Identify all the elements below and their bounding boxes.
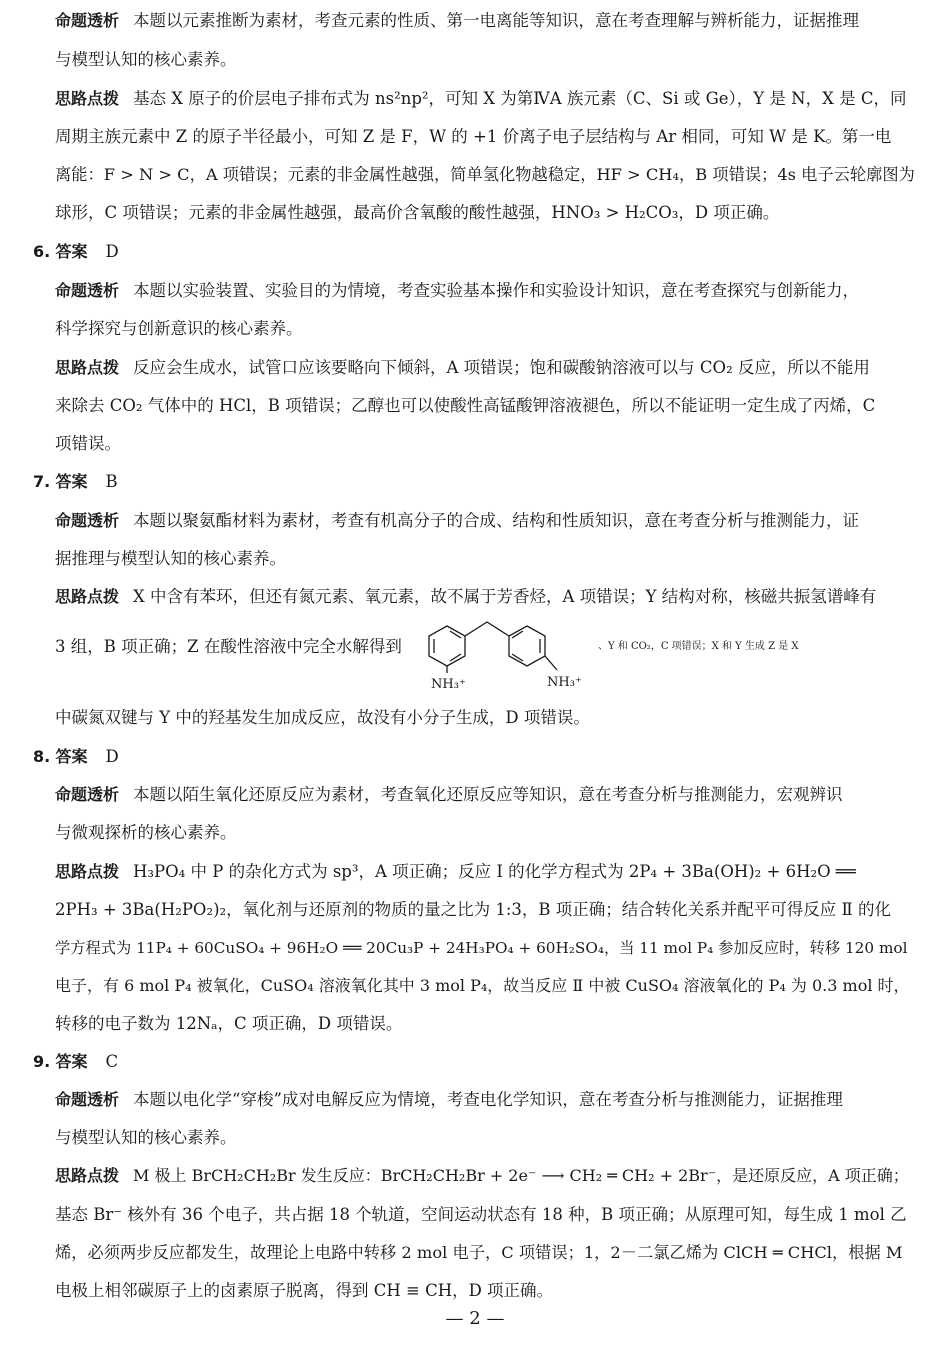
diamine-structure xyxy=(415,618,590,690)
silu-label: 思路点拨 xyxy=(55,89,120,108)
benzene-ring-right xyxy=(509,626,545,666)
mingti-label: 命题透析 xyxy=(55,511,120,530)
q7-silu-line2a: 3 组，B 项正确；Z 在酸性溶液中完全水解得到 xyxy=(55,637,402,656)
q5-silu-line3: 离能：F > N > C，A 项错误；元素的非金属性越强，简单氢化物越稳定，HF > CH₄，B 项错误；4s 电子云轮廓图为 xyxy=(55,165,915,184)
q9-mingti-text: 本题以电化学“穿梭”成对电解反应为情境，考查电化学知识，意在考查分析与推测能力，证据推理 xyxy=(133,1090,843,1109)
q9-number: 9. xyxy=(33,1052,51,1071)
q7-silu-text: X 中含有苯环，但还有氮元素、氧元素，故不属于芳香烃，A 项错误；Y 结构对称，核磁共振氢谱峰有 xyxy=(133,587,877,606)
answer-label: 答案 xyxy=(55,1052,88,1071)
q8-mingti-line2: 与微观探析的核心素养。 xyxy=(55,823,237,842)
q9-answer: C xyxy=(105,1052,119,1071)
q7-header xyxy=(33,471,118,493)
q5-silu-text: 基态 X 原子的价层电子排布式为 ns²np²，可知 X 为第ⅣA 族元素（C、Si 或 Ge），Y 是 N，X 是 C，同 xyxy=(133,89,907,108)
q8-mingti-text: 本题以陌生氧化还原反应为素材，考查氧化还原反应等知识，意在考查分析与推测能力，宏观辨识 xyxy=(133,785,843,804)
q7-silu-line1 xyxy=(55,586,915,608)
q8-silu-line4: 电子，有 6 mol P₄ 被氧化，CuSO₄ 溶液氧化其中 3 mol P₄，故当反应 Ⅱ 中被 CuSO₄ 溶液氧化的 P₄ 为 0.3 mol 时， xyxy=(55,976,910,995)
q7-silu-line3: 中碳氮双键与 Y 中的羟基发生加成反应，故没有小分子生成，D 项错误。 xyxy=(55,708,590,727)
mingti-label: 命题透析 xyxy=(55,11,120,30)
q6-mingti-text: 本题以实验装置、实验目的为情境，考查实验基本操作和实验设计知识，意在考查探究与创新能力， xyxy=(133,281,860,300)
q5-mingti-text: 本题以元素推断为素材，考查元素的性质、第一电离能等知识，意在考查理解与辨析能力，证据推理 xyxy=(133,11,860,30)
q7-mingti-text: 本题以聚氨酯材料为素材，考查有机高分子的合成、结构和性质知识，意在考查分析与推测能力，证 xyxy=(133,511,860,530)
silu-label: 思路点拨 xyxy=(55,1166,120,1185)
q9-silu-line2: 基态 Br⁻ 核外有 36 个电子，共占据 18 个轨道，空间运动状态有 18 种，B 项正确；从原理可知，每生成 1 mol 乙 xyxy=(55,1205,907,1224)
q7-mingti-line1 xyxy=(55,510,915,532)
q8-silu-line2: 2PH₃ + 3Ba(H₂PO₂)₂，氧化剂与还原剂的物质的量之比为 1:3，B 项正确；结合转化关系并配平可得反应 Ⅱ 的化 xyxy=(55,900,891,919)
q5-mingti-line2: 与模型认知的核心素养。 xyxy=(55,50,237,69)
q6-silu-line2: 来除去 CO₂ 气体中的 HCl，B 项错误；乙醇也可以使酸性高锰酸钾溶液褪色，所以不能证明一定生成了丙烯，C xyxy=(55,396,876,415)
q7-mingti-line2: 据推理与模型认知的核心素养。 xyxy=(55,549,286,568)
q8-answer: D xyxy=(105,747,119,766)
silu-label: 思路点拨 xyxy=(55,358,120,377)
silu-label: 思路点拨 xyxy=(55,862,120,881)
mingti-label: 命题透析 xyxy=(55,1090,120,1109)
q8-mingti-line1 xyxy=(55,784,915,806)
q8-silu-line3: 学方程式为 11P₄ + 60CuSO₄ + 96H₂O ══ 20Cu₃P + 24H₃PO₄ + 60H₂SO₄，当 11 mol P₄ 参加反应时，转移 120 mol xyxy=(55,939,908,957)
answer-label: 答案 xyxy=(55,242,88,261)
q9-silu-line1 xyxy=(55,1165,915,1187)
q6-answer: D xyxy=(105,242,119,261)
page-number: — 2 — xyxy=(445,1308,505,1329)
q8-header xyxy=(33,746,119,768)
q6-silu-text: 反应会生成水，试管口应该要略向下倾斜，A 项错误；饱和碳酸钠溶液可以与 CO₂ 反应，所以不能用 xyxy=(133,358,870,377)
mingti-label: 命题透析 xyxy=(55,785,120,804)
silu-label: 思路点拨 xyxy=(55,587,120,606)
q8-silu-line1 xyxy=(55,861,915,883)
q9-header xyxy=(33,1051,118,1073)
q9-silu-line4: 电极上相邻碳原子上的卤素原子脱离，得到 CH ≡ CH，D 项正确。 xyxy=(55,1281,554,1300)
q6-silu-line3: 项错误。 xyxy=(55,434,121,453)
q5-mingti-line1 xyxy=(55,10,915,32)
q9-mingti-line1 xyxy=(55,1089,915,1111)
q6-mingti-line1 xyxy=(55,280,915,302)
q9-silu-text: M 极上 BrCH₂CH₂Br 发生反应：BrCH₂CH₂Br + 2e⁻ ⟶ CH₂ ═ CH₂ + 2Br⁻，是还原反应，A 项正确； xyxy=(133,1166,909,1185)
q5-silu-line1 xyxy=(55,88,915,110)
q9-silu-line3: 烯，必须两步反应都发生，故理论上电路中转移 2 mol 电子，C 项错误；1，2－二氯乙烯为 ClCH ═ CHCl，根据 M xyxy=(55,1243,903,1262)
benzene-ring-left xyxy=(429,626,465,666)
q7-number: 7. xyxy=(33,472,51,491)
q8-number: 8. xyxy=(33,747,51,766)
q6-number: 6. xyxy=(33,242,51,261)
q8-silu-text: H₃PO₄ 中 P 的杂化方式为 sp³，A 项正确；反应 Ⅰ 的化学方程式为 2P₄ + 3Ba(OH)₂ + 6H₂O ══ xyxy=(133,862,856,881)
nh3-label-right: NH₃⁺ xyxy=(547,675,582,690)
q7-answer: B xyxy=(105,472,118,491)
q7-silu-line2b: 、Y 和 CO₂，C 项错误；X 和 Y 生成 Z 是 X xyxy=(598,641,799,652)
q5-silu-line2: 周期主族元素中 Z 的原子半径最小，可知 Z 是 F，W 的 +1 价离子电子层结构与 Ar 相同，可知 W 是 K。第一电 xyxy=(55,127,892,146)
q9-mingti-line2: 与模型认知的核心素养。 xyxy=(55,1128,237,1147)
q8-silu-line5: 转移的电子数为 12Nₐ，C 项正确，D 项错误。 xyxy=(55,1014,403,1033)
mingti-label: 命题透析 xyxy=(55,281,120,300)
q6-mingti-line2: 科学探究与创新意识的核心素养。 xyxy=(55,319,303,338)
nh3-label-left: NH₃⁺ xyxy=(431,677,466,690)
q6-silu-line1 xyxy=(55,357,915,379)
answer-label: 答案 xyxy=(55,747,88,766)
q5-silu-line4: 球形，C 项错误；元素的非金属性越强，最高价含氧酸的酸性越强，HNO₃ > H₂CO₃，D 项正确。 xyxy=(55,203,780,222)
answer-label: 答案 xyxy=(55,472,88,491)
q6-header xyxy=(33,241,119,263)
